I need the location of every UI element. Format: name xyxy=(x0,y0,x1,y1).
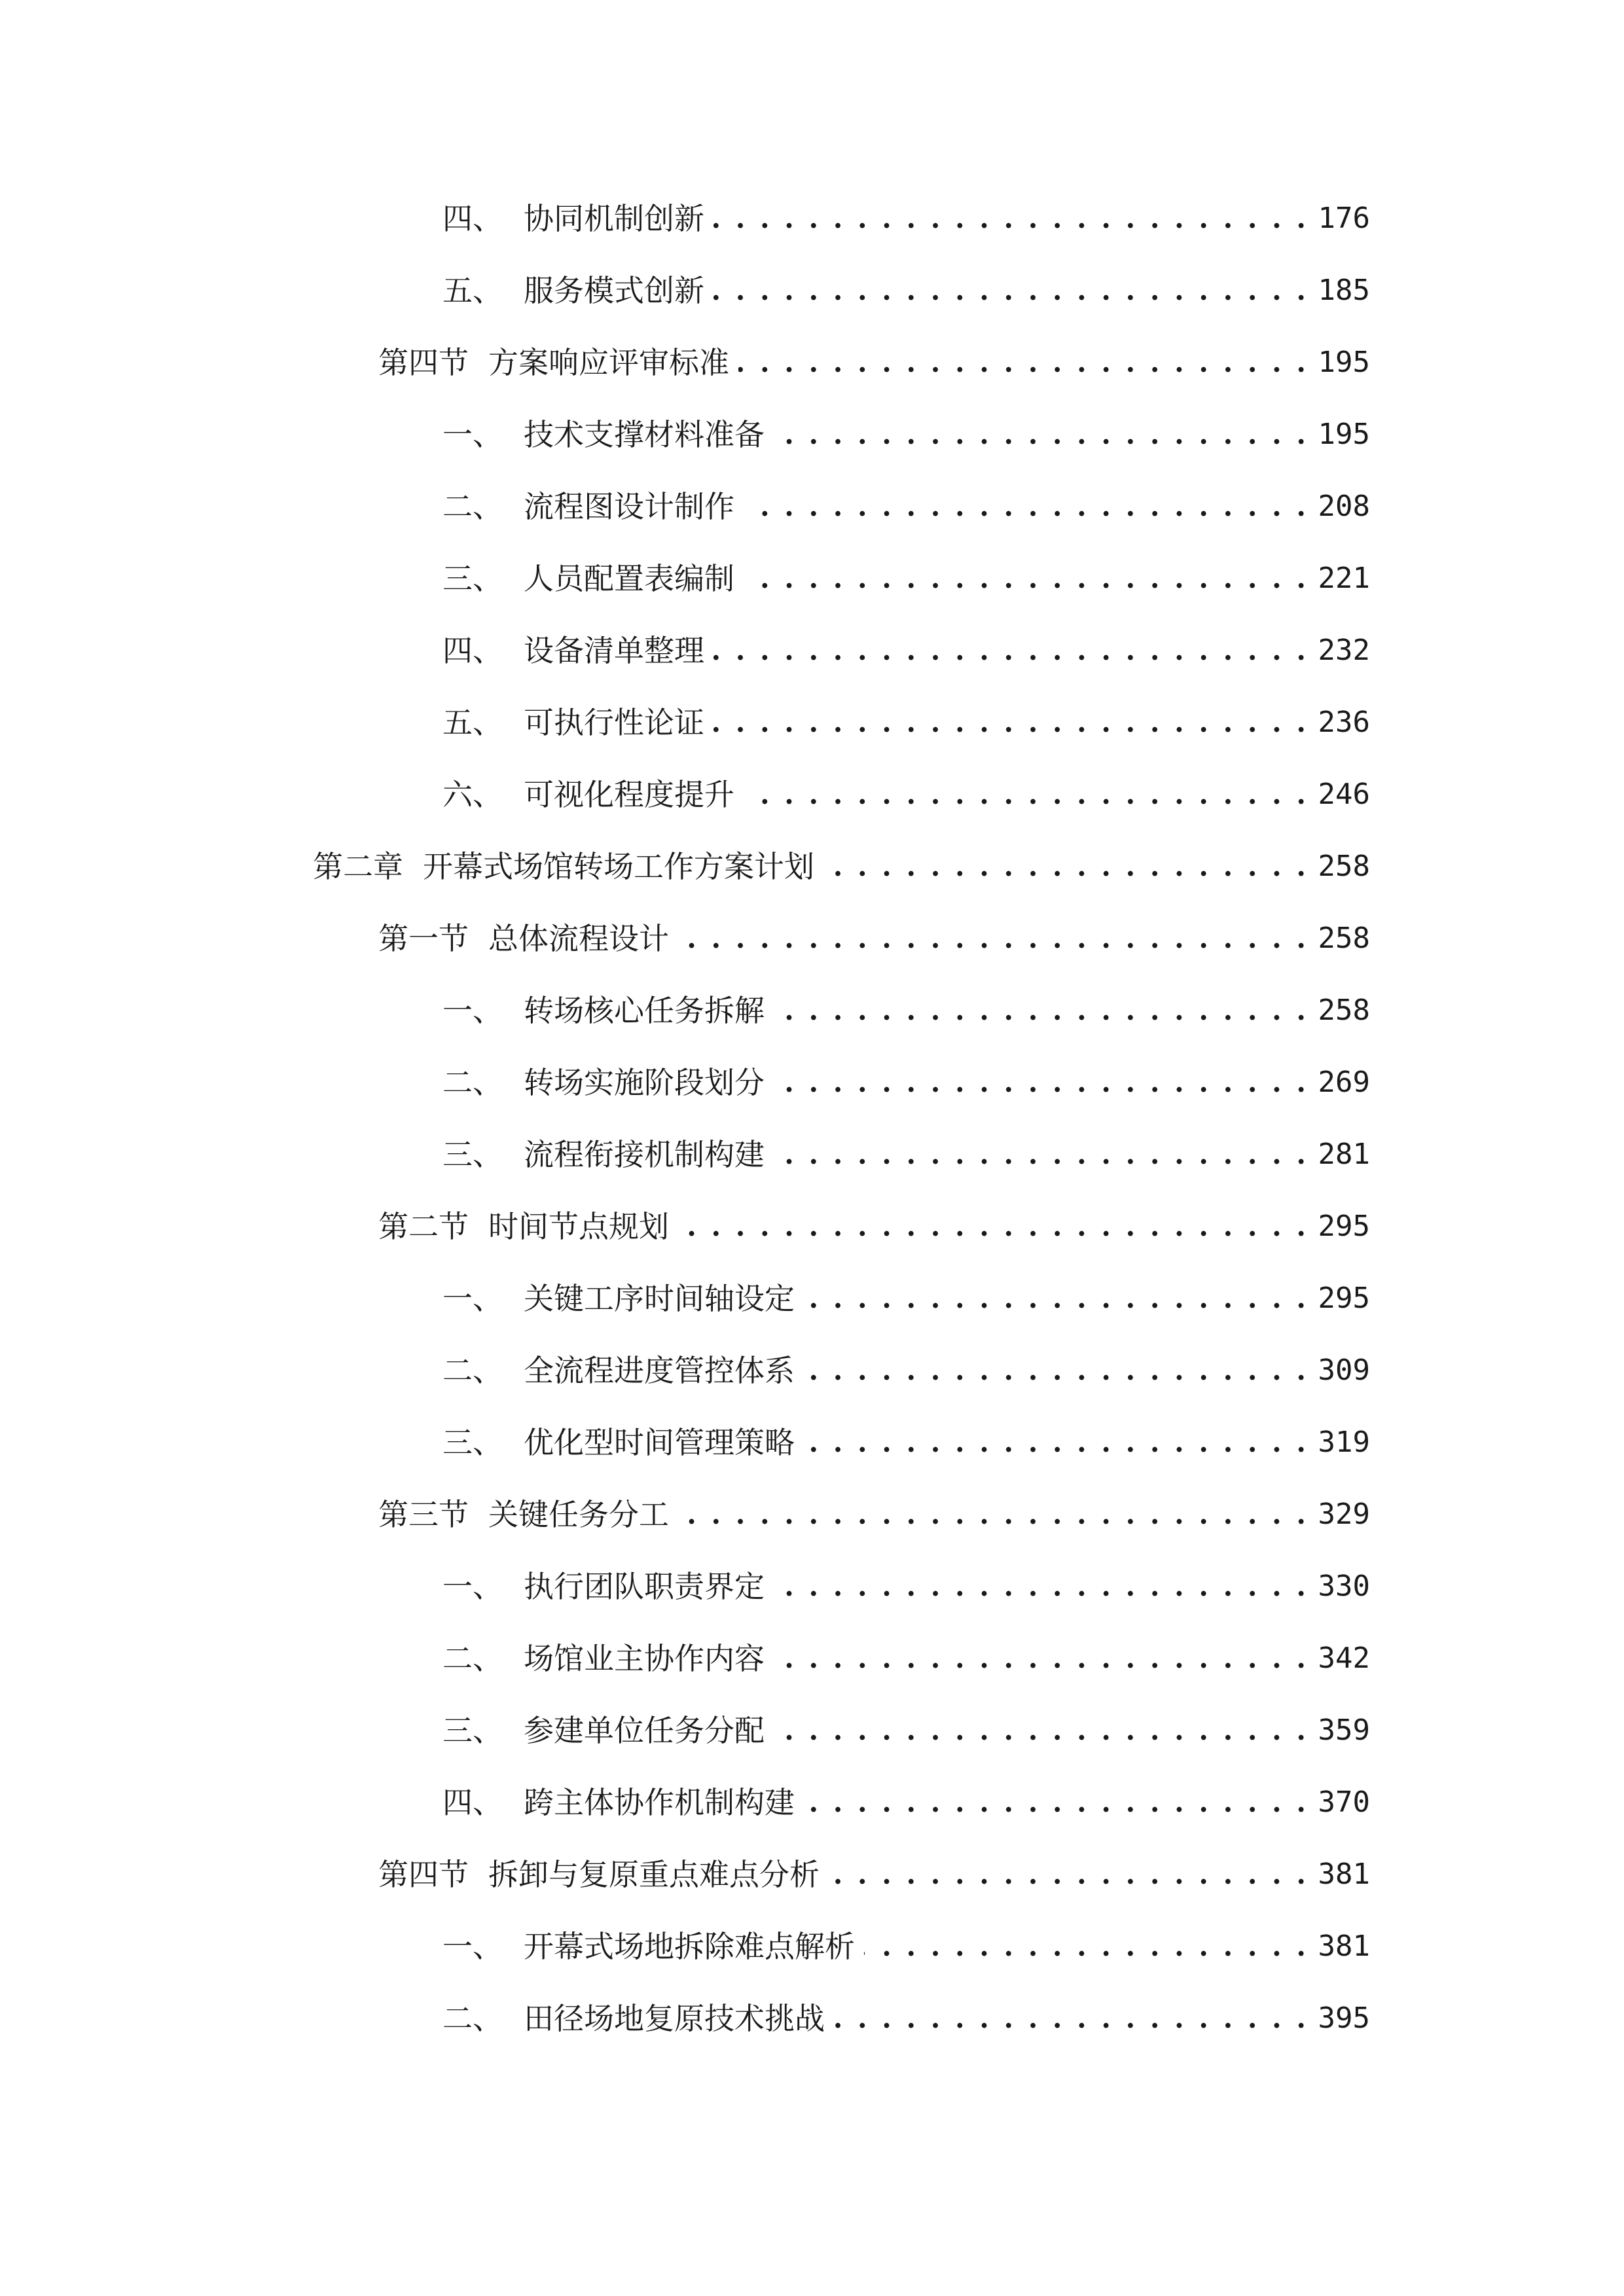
toc-entry-page: 269 xyxy=(1318,1066,1370,1099)
toc-entry-title: 优化型时间管理策略 xyxy=(524,1425,795,1460)
toc-entry-number: 五、 xyxy=(442,273,503,308)
toc-dot-leader xyxy=(678,1200,1308,1253)
toc-entry-page: 185 xyxy=(1318,274,1370,307)
toc-entry-page: 258 xyxy=(1318,994,1370,1027)
toc-entry-page: 195 xyxy=(1318,418,1370,451)
toc-entry-page: 295 xyxy=(1318,1282,1370,1315)
toc-entry-number: 三、 xyxy=(442,1425,503,1460)
toc-entry[interactable] xyxy=(442,1128,1370,1181)
toc-entry-title: 技术支撑材料准备 xyxy=(524,417,765,452)
toc-dot-leader xyxy=(864,1920,1308,1973)
toc-entry-page: 381 xyxy=(1318,1857,1370,1891)
toc-entry-number: 第四节 xyxy=(378,1857,469,1892)
toc-entry[interactable] xyxy=(442,1632,1370,1685)
toc-entry[interactable] xyxy=(442,1992,1370,2045)
toc-entry-title: 转场核心任务拆解 xyxy=(524,993,765,1028)
toc-entry-page: 281 xyxy=(1318,1138,1370,1171)
toc-dot-leader xyxy=(678,1488,1308,1541)
toc-entry-page: 319 xyxy=(1318,1426,1370,1459)
toc-entry[interactable] xyxy=(442,1704,1370,1757)
toc-section-entry[interactable] xyxy=(378,1488,1370,1541)
toc-entry-page: 395 xyxy=(1318,2001,1370,2035)
toc-entry-page: 232 xyxy=(1318,634,1370,667)
toc-entry-number: 第二章 xyxy=(313,849,403,884)
toc-entry-number: 第二节 xyxy=(378,1209,469,1244)
toc-entry-title: 执行团队职责界定 xyxy=(524,1569,765,1604)
toc-entry-number: 六、 xyxy=(442,777,503,812)
toc-dot-leader xyxy=(774,1560,1308,1613)
toc-entry-page: 359 xyxy=(1318,1713,1370,1747)
toc-dot-leader xyxy=(804,1416,1308,1469)
toc-entry-title: 可执行性论证 xyxy=(524,705,704,740)
toc-entry-number: 四、 xyxy=(442,633,503,668)
toc-entry-number: 二、 xyxy=(442,1065,503,1100)
toc-entry[interactable] xyxy=(442,480,1370,533)
toc-entry-page: 309 xyxy=(1318,1354,1370,1387)
toc-entry-number: 一、 xyxy=(442,1929,503,1964)
toc-dot-leader xyxy=(804,1776,1308,1829)
toc-entry-number: 一、 xyxy=(442,993,503,1028)
toc-entry-title: 参建单位任务分配 xyxy=(524,1713,765,1748)
toc-dot-leader xyxy=(744,552,1308,605)
toc-entry-title: 时间节点规划 xyxy=(488,1209,669,1244)
toc-entry-title: 流程图设计制作 xyxy=(524,489,734,524)
toc-entry-title: 拆卸与复原重点难点分析 xyxy=(488,1857,820,1892)
toc-entry-number: 二、 xyxy=(442,2001,503,2036)
toc-entry-page: 208 xyxy=(1318,490,1370,523)
toc-entry-title: 场馆业主协作内容 xyxy=(524,1641,765,1676)
toc-dot-leader xyxy=(823,840,1308,893)
toc-entry-number: 二、 xyxy=(442,1641,503,1676)
toc-dot-leader xyxy=(829,1848,1308,1901)
toc-entry[interactable] xyxy=(442,984,1370,1037)
toc-chapter-entry[interactable] xyxy=(313,840,1370,893)
toc-entry-number: 一、 xyxy=(442,417,503,452)
toc-entry-number: 第三节 xyxy=(378,1497,469,1532)
toc-dot-leader xyxy=(774,1632,1308,1685)
toc-entry[interactable] xyxy=(442,1416,1370,1469)
toc-dot-leader xyxy=(744,768,1308,821)
toc-entry[interactable] xyxy=(442,624,1370,677)
toc-section-entry[interactable] xyxy=(378,1848,1370,1901)
toc-entry[interactable] xyxy=(442,192,1370,245)
toc-entry-page: 246 xyxy=(1318,778,1370,811)
toc-entry-title: 转场实施阶段划分 xyxy=(524,1065,765,1100)
toc-entry[interactable] xyxy=(442,408,1370,461)
toc-entry[interactable] xyxy=(442,768,1370,821)
toc-entry-title: 方案响应评审标准 xyxy=(488,345,729,380)
toc-entry[interactable] xyxy=(442,1776,1370,1829)
toc-dot-leader xyxy=(744,480,1308,533)
toc-entry-title: 服务模式创新 xyxy=(524,273,704,308)
toc-entry-page: 195 xyxy=(1318,346,1370,379)
toc-entry-page: 370 xyxy=(1318,1785,1370,1819)
toc-entry-title: 总体流程设计 xyxy=(488,921,669,956)
toc-entry-page: 329 xyxy=(1318,1498,1370,1531)
toc-entry[interactable] xyxy=(442,1920,1370,1973)
toc-dot-leader xyxy=(774,1056,1308,1109)
toc-entry[interactable] xyxy=(442,552,1370,605)
toc-dot-leader xyxy=(804,1272,1308,1325)
toc-dot-leader xyxy=(713,192,1308,245)
toc-entry-number: 二、 xyxy=(442,489,503,524)
toc-entry-page: 342 xyxy=(1318,1641,1370,1675)
toc-section-entry[interactable] xyxy=(378,912,1370,965)
toc-entry-number: 一、 xyxy=(442,1569,503,1604)
toc-entry-title: 协同机制创新 xyxy=(524,201,704,236)
toc-entry-number: 第一节 xyxy=(378,921,469,956)
toc-dot-leader xyxy=(804,1344,1308,1397)
toc-entry-title: 设备清单整理 xyxy=(524,633,704,668)
toc-entry-title: 关键工序时间轴设定 xyxy=(524,1281,795,1316)
toc-dot-leader xyxy=(678,912,1308,965)
toc-entry[interactable] xyxy=(442,1560,1370,1613)
toc-entry-title: 流程衔接机制构建 xyxy=(524,1137,765,1172)
toc-entry-page: 176 xyxy=(1318,202,1370,235)
toc-entry[interactable] xyxy=(442,1056,1370,1109)
toc-entry-number: 三、 xyxy=(442,561,503,596)
toc-entry-title: 人员配置表编制 xyxy=(524,561,734,596)
toc-section-entry[interactable] xyxy=(378,1200,1370,1253)
toc-dot-leader xyxy=(774,1128,1308,1181)
toc-entry-number: 四、 xyxy=(442,1785,503,1820)
toc-dot-leader xyxy=(713,264,1308,317)
toc-entry-title: 开幕式场馆转场工作方案计划 xyxy=(423,849,814,884)
toc-dot-leader xyxy=(713,624,1308,677)
toc-section-entry[interactable] xyxy=(378,336,1370,389)
toc-entry-number: 三、 xyxy=(442,1137,503,1172)
toc-entry[interactable] xyxy=(442,696,1370,749)
toc-entry-number: 三、 xyxy=(442,1713,503,1748)
toc-entry-number: 四、 xyxy=(442,201,503,236)
toc-entry[interactable] xyxy=(442,1344,1370,1397)
toc-entry-page: 258 xyxy=(1318,850,1370,883)
toc-dot-leader xyxy=(774,408,1308,461)
toc-dot-leader xyxy=(774,1704,1308,1757)
toc-entry-title: 可视化程度提升 xyxy=(524,777,734,812)
toc-entry-page: 295 xyxy=(1318,1210,1370,1243)
toc-dot-leader xyxy=(774,984,1308,1037)
toc-entry[interactable] xyxy=(442,1272,1370,1325)
toc-dot-leader xyxy=(713,696,1308,749)
toc-entry-number: 一、 xyxy=(442,1281,503,1316)
toc-entry-page: 330 xyxy=(1318,1570,1370,1603)
toc-entry-page: 236 xyxy=(1318,706,1370,739)
toc-entry-title: 全流程进度管控体系 xyxy=(524,1353,795,1388)
toc-entry-number: 第四节 xyxy=(378,345,469,380)
toc-entry-number: 二、 xyxy=(442,1353,503,1388)
toc-entry-page: 221 xyxy=(1318,562,1370,595)
toc-entry-page: 381 xyxy=(1318,1929,1370,1963)
toc-entry-title: 关键任务分工 xyxy=(488,1497,669,1532)
toc-dot-leader xyxy=(738,336,1308,389)
toc-entry-number: 五、 xyxy=(442,705,503,740)
toc-entry[interactable] xyxy=(442,264,1370,317)
toc-entry-page: 258 xyxy=(1318,922,1370,955)
toc-dot-leader xyxy=(834,1992,1308,2045)
toc-entry-title: 田径场地复原技术挑战 xyxy=(524,2001,825,2036)
toc-entry-title: 跨主体协作机制构建 xyxy=(524,1785,795,1820)
toc-entry-title: 开幕式场地拆除难点解析 xyxy=(524,1929,855,1964)
